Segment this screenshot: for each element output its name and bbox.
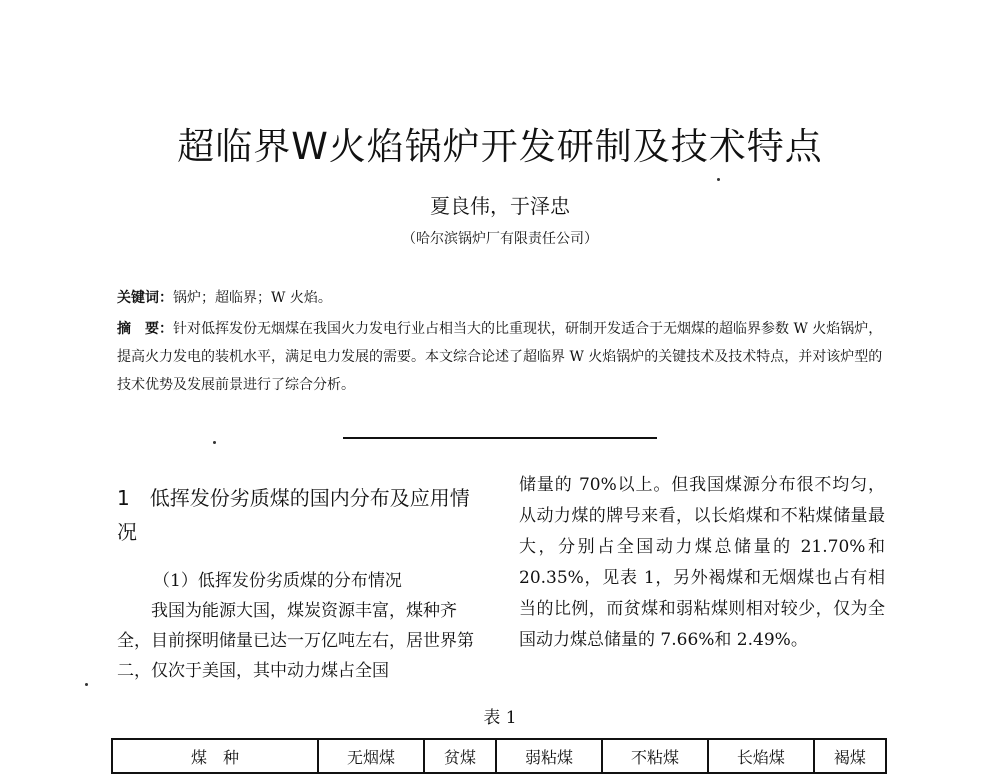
- table-header-cell: 褐煤: [814, 739, 886, 773]
- table-header-cell: 不粘煤: [602, 739, 708, 773]
- body-paragraph-left: 我国为能源大国，煤炭资源丰富，煤种齐全，目前探明储量已达一万亿吨左右，居世界第二，仅次于美国，其中动力煤占全国: [117, 601, 474, 681]
- keywords-text: 锅炉；超临界；W 火焰。: [173, 290, 332, 306]
- paper-title: 超临界W火焰锅炉开发研制及技术特点: [177, 125, 823, 168]
- authors: 夏良伟，于泽忠: [430, 194, 570, 218]
- table-1: [111, 738, 887, 774]
- table-header-cell: 长焰煤: [708, 739, 814, 773]
- table-header-cell: 贫煤: [424, 739, 496, 773]
- scan-speck: [717, 178, 720, 181]
- table-header-cell: 弱粘煤: [496, 739, 602, 773]
- section-heading: 1 低挥发份劣质煤的国内分布及应用情况: [117, 486, 470, 544]
- scan-speck: [85, 683, 88, 686]
- body-paragraph-right: 储量的 70%以上。但我国煤源分布很不均匀，从动力煤的牌号来看，以长焰煤和不粘煤储量最大，分别占全国动力煤总储量的 21.70%和 20.35%，见表 1，另外褐煤和无烟煤也占有相当的比例，而贫煤和弱粘煤则相对较少，仅为全国动力煤总储量的 7.66%和 2.49%。: [519, 475, 885, 650]
- table-caption: 表 1: [483, 708, 517, 728]
- table-header-row: [112, 739, 886, 773]
- affiliation: （哈尔滨锅炉厂有限责任公司）: [402, 231, 598, 247]
- keywords-label: 关键词：: [117, 290, 173, 306]
- abstract: [117, 315, 887, 399]
- keywords: [117, 287, 332, 307]
- scan-speck: [213, 441, 216, 444]
- abstract-text: 针对低挥发份无烟煤在我国火力发电行业占相当大的比重现状，研制开发适合于无烟煤的超临界参数 W 火焰锅炉，提高火力发电的装机水平，满足电力发展的需要。本文综合论述了超临界 W 火焰锅炉的关键技术及技术特点，并对该炉型的技术优势及发展前景进行了综合分析。: [117, 321, 883, 393]
- separator-rule: [343, 437, 657, 439]
- abstract-label: 摘 要：: [117, 321, 173, 337]
- table-header-cell: 煤 种: [112, 739, 318, 773]
- table-header-cell: 无烟煤: [318, 739, 424, 773]
- subsection-heading: （1）低挥发份劣质煤的分布情况: [153, 571, 402, 591]
